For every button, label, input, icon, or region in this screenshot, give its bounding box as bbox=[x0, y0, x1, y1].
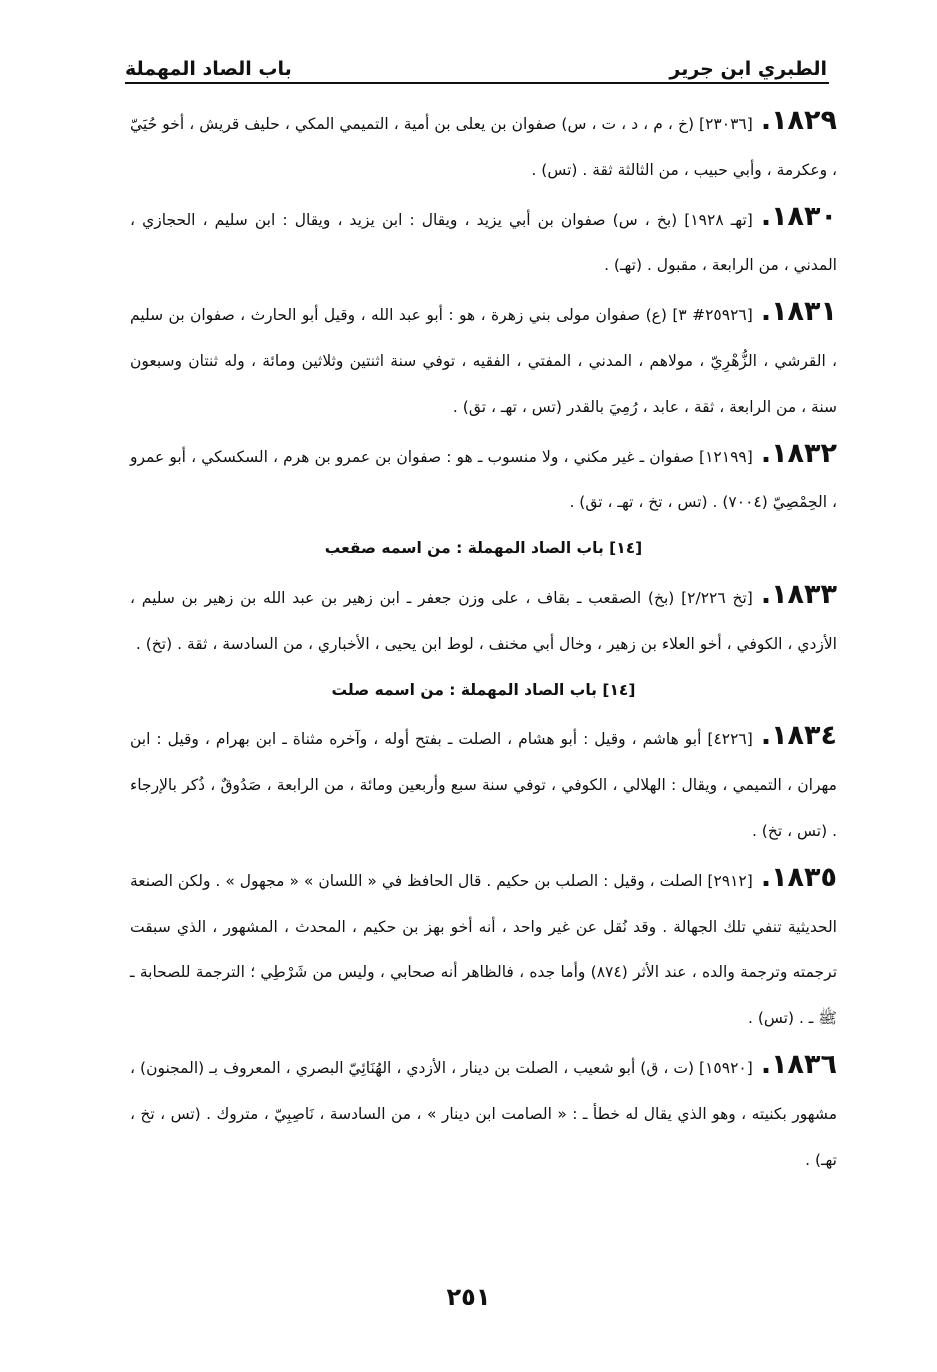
entry-number: ١٨٣٣. bbox=[760, 578, 837, 610]
entry-text: [١٥٩٢٠] (ت ، ق) أبو شعيب ، الصلت بن دينار ، الأزدي ، الهُنَائِيّ البصري ، المعروف بـ (المجنون) ، مشهور بكنيته ، وهو الذي يقال له خطأ ـ : « الصامت ابن دينار » ، من السادسة ، نَاصِبِيّ ، متروك . (تس ، تخ ، تهـ) . bbox=[130, 1058, 837, 1169]
entry-text: [تهـ ١٩٢٨] (بخ ، س) صفوان بن أبي يزيد ، ويقال : ابن يزيد ، ويقال : ابن سليم ، الحجازي ، المدني ، من الرابعة ، مقبول . (تهـ) . bbox=[130, 210, 837, 275]
entry-1835 bbox=[130, 855, 837, 1042]
entry-1830 bbox=[130, 194, 837, 290]
entry-number: ١٨٣٤. bbox=[760, 720, 837, 752]
entry-1836 bbox=[130, 1042, 837, 1183]
entry-text: [٤٢٢٦] أبو هاشم ، وقيل : أبو هشام ، الصلت ـ بفتح أوله ، وآخره مثناة ـ ابن بهرام ، وقيل : ابن مهران ، التميمي ، ويقال : الهلالي ، الكوفي ، توفي سنة سبع وأربعين ومائة ، من الرابعة ، صَدُوقٌ ، ذُكر بالإرجاء . (تس ، تخ) . bbox=[130, 730, 837, 840]
entry-number: ١٨٣٠. bbox=[760, 200, 837, 232]
entry-1834 bbox=[130, 713, 837, 854]
entry-number: ١٨٣٦. bbox=[760, 1048, 837, 1080]
running-header bbox=[125, 30, 827, 80]
entry-1832 bbox=[130, 431, 837, 527]
entry-text: [٢٩١٢] الصلت ، وقيل : الصلب بن حكيم . قال الحافظ في « اللسان » « مجهول » . ولكن الصنعة الحديثية تنفي تلك الجهالة . وقد نُقل عن غير واحد ، أنه أخو بهز بن حكيم ، المحدث ، المشهور ، الذي سبقت ترجمته وترجمة والده ، عند الأثر (٨٧٤) وأما جده ، فالظاهر أنه صحابي ، وليس من شَرْطِي ؛ الترجمة للصحابة ـ ﷺ ـ . (تس) . bbox=[130, 871, 838, 1028]
entry-text: [٢٥٩٢٦# ٣] (ع) صفوان مولى بني زهرة ، هو : أبو عبد الله ، وقيل أبو الحارث ، صفوان بن سليم ، القرشي ، الزُّهْرِيّ ، مولاهم ، المدني ، المفتي ، الفقيه ، توفي سنة اثنتين وثلاثين ومائة ، وله ثنتان وسبعون سنة ، من الرابعة ، ثقة ، عابد ، رُمِيَ بالقدر (تس ، تهـ ، تق) . bbox=[130, 306, 837, 416]
page-number: ٢٥١ bbox=[446, 1283, 491, 1311]
entry-number: ١٨٢٩. bbox=[760, 105, 837, 136]
page-content bbox=[130, 98, 837, 1183]
section-heading-salt: [١٤] باب الصاد المهملة : من اسمه صلت bbox=[331, 680, 636, 699]
header-left-title: باب الصاد المهملة bbox=[125, 58, 292, 80]
header-rule bbox=[125, 82, 829, 84]
entry-1831 bbox=[130, 289, 837, 430]
entry-number: ١٨٣٢. bbox=[760, 437, 837, 469]
entry-1833 bbox=[130, 572, 837, 668]
entry-text: [٢٣٠٣٦] (خ ، م ، د ، ت ، س) صفوان بن يعلى بن أمية ، التميمي المكي ، حليف قريش ، أخو حُيَيّ ، وعكرمة ، وأبي حبيب ، من الثالثة ثقة . (تس) . bbox=[130, 115, 837, 179]
entry-text: [تخ ٢/٢٢٦] (بخ) الصقعب ـ بقاف ، على وزن جعفر ـ ابن زهير بن عبد الله بن زهير بن سليم ، الأزدي ، الكوفي ، أخو العلاء بن زهير ، وخال أبي مخنف ، لوط ابن يحيى ، الأخباري ، من السادسة ، ثقة . (تخ) . bbox=[130, 588, 837, 653]
entry-number: ١٨٣١. bbox=[760, 296, 837, 328]
section-heading-saqab: [١٤] باب الصاد المهملة : من اسمه صقعب bbox=[324, 539, 643, 558]
entry-number: ١٨٣٥. bbox=[760, 861, 837, 893]
entry-1829 bbox=[130, 98, 837, 194]
entry-text: [١٢١٩٩] صفوان ـ غير مكني ، ولا منسوب ـ هو : صفوان بن عمرو بن هرم ، السكسكي ، أبو عمرو ، الحِمْصِيّ (٧٠٠٤) . (تس ، تخ ، تهـ ، تق) . bbox=[130, 447, 837, 512]
header-right-title: الطبري ابن جرير bbox=[669, 58, 827, 80]
